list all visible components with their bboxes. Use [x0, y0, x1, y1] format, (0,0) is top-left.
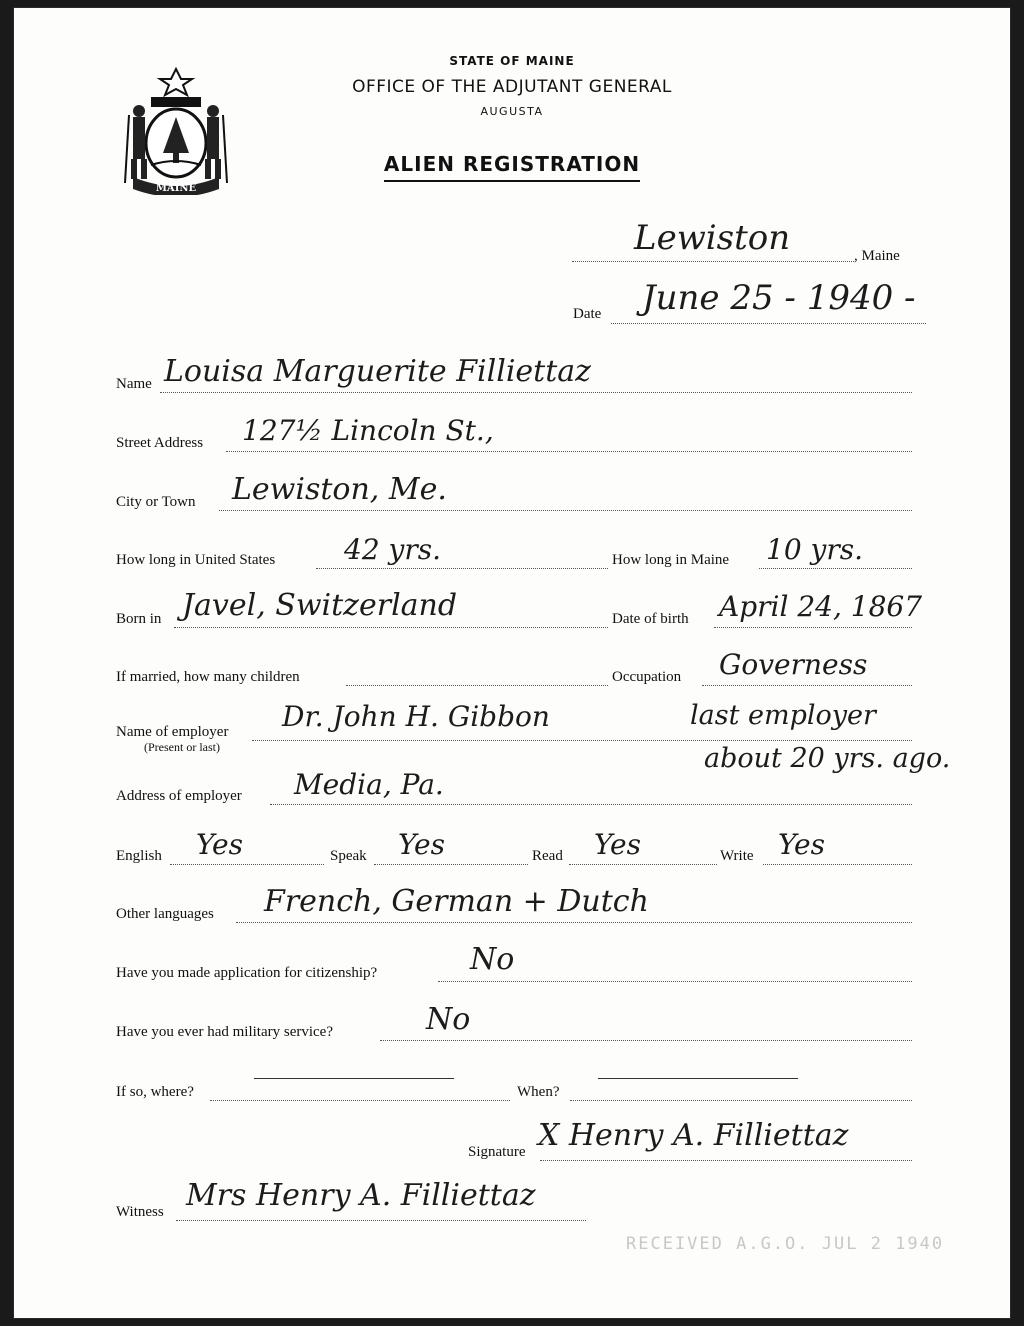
- how-long-us-value: 42 yrs.: [344, 533, 442, 566]
- name-value: Louisa Marguerite Filliettaz: [164, 354, 591, 389]
- employer-address-value: Media, Pa.: [294, 768, 444, 801]
- when-label: When?: [517, 1084, 560, 1100]
- form-title: ALIEN REGISTRATION: [0, 152, 1024, 176]
- street-value: 127½ Lincoln St.,: [242, 414, 494, 447]
- how-long-maine-label: How long in Maine: [612, 552, 730, 568]
- employer-note-2: about 20 yrs. ago.: [704, 743, 951, 774]
- received-stamp: RECEIVED A.G.O. JUL 2 1940: [626, 1234, 945, 1254]
- city-value: Lewiston, Me.: [232, 472, 447, 507]
- witness-line: [176, 1220, 586, 1221]
- write-label: Write: [720, 848, 754, 864]
- signature-value: X Henry A. Filliettaz: [538, 1118, 849, 1153]
- other-languages-line: [236, 922, 912, 923]
- military-value: No: [426, 1002, 471, 1037]
- children-label: If married, how many children: [116, 669, 300, 685]
- born-in-label: Born in: [116, 611, 162, 627]
- military-line: [380, 1040, 912, 1041]
- date-line: [611, 323, 926, 324]
- read-label: Read: [532, 848, 563, 864]
- employer-note-1: last employer: [690, 700, 876, 731]
- when-line: [570, 1100, 912, 1101]
- occupation-value: Governess: [719, 648, 868, 681]
- registration-form: [14, 8, 1010, 1318]
- employer-sub-label: (Present or last): [144, 740, 220, 754]
- city-line: [219, 510, 912, 511]
- date-label: Date: [573, 306, 602, 322]
- english-value: Yes: [196, 828, 243, 861]
- employer-label: Name of employer: [116, 724, 229, 740]
- date-of-birth-label: Date of birth: [612, 611, 689, 627]
- state-heading: STATE OF MAINE: [449, 54, 575, 68]
- date-of-birth-line: [714, 627, 912, 628]
- name-line: [160, 392, 912, 393]
- citizenship-value: No: [470, 942, 515, 977]
- witness-label: Witness: [116, 1204, 164, 1220]
- where-line: [210, 1100, 510, 1101]
- seal-motto: MAINE: [155, 183, 197, 194]
- citizenship-line: [438, 981, 912, 982]
- signature-label: Signature: [468, 1144, 526, 1160]
- how-long-us-label: How long in United States: [116, 552, 276, 568]
- employer-address-label: Address of employer: [116, 788, 242, 804]
- city-label: City or Town: [116, 494, 196, 510]
- witness-value: Mrs Henry A. Filliettaz: [186, 1178, 536, 1213]
- military-label: Have you ever had military service?: [116, 1024, 333, 1040]
- children-line: [346, 685, 608, 686]
- occupation-label: Occupation: [612, 669, 682, 685]
- speak-line: [374, 864, 528, 865]
- other-languages-label: Other languages: [116, 906, 214, 922]
- where-dash: [254, 1078, 454, 1079]
- employer-value: Dr. John H. Gibbon: [282, 700, 550, 733]
- read-value: Yes: [594, 828, 641, 861]
- town-value: Lewiston: [634, 218, 791, 258]
- street-label: Street Address: [116, 435, 204, 451]
- read-line: [569, 864, 717, 865]
- other-languages-value: French, German + Dutch: [264, 884, 649, 919]
- write-value: Yes: [778, 828, 825, 861]
- speak-label: Speak: [330, 848, 367, 864]
- when-dash: [598, 1078, 798, 1079]
- name-label: Name: [116, 376, 152, 392]
- employer-line: [252, 740, 912, 741]
- born-in-line: [174, 627, 608, 628]
- speak-value: Yes: [398, 828, 445, 861]
- how-long-us-line: [316, 568, 608, 569]
- date-of-birth-value: April 24, 1867: [719, 590, 923, 623]
- born-in-value: Javel, Switzerland: [182, 588, 458, 623]
- write-line: [763, 864, 912, 865]
- street-line: [226, 451, 912, 452]
- town-line: [572, 261, 854, 262]
- signature-line: [540, 1160, 912, 1161]
- where-label: If so, where?: [116, 1084, 194, 1100]
- how-long-maine-line: [759, 568, 912, 569]
- maine-label: , Maine: [854, 248, 900, 264]
- english-line: [170, 864, 324, 865]
- city-heading: AUGUSTA: [480, 105, 544, 118]
- date-value: June 25 - 1940 -: [642, 278, 916, 318]
- how-long-maine-value: 10 yrs.: [766, 533, 864, 566]
- citizenship-label: Have you made application for citizenship?: [116, 965, 378, 981]
- english-label: English: [116, 848, 162, 864]
- office-heading: OFFICE OF THE ADJUTANT GENERAL: [352, 77, 672, 97]
- occupation-line: [702, 685, 912, 686]
- employer-address-line: [270, 804, 912, 805]
